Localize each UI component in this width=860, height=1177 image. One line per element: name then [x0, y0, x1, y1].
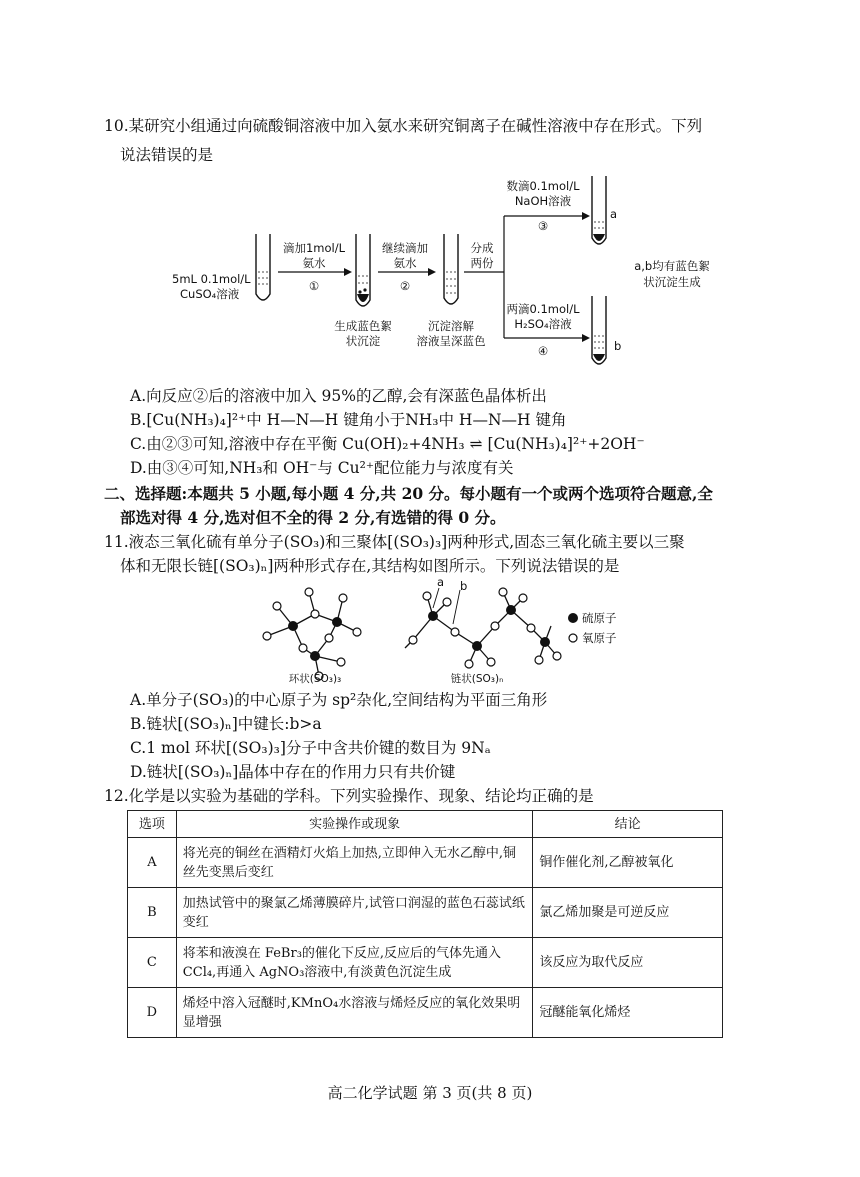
q10-option-a: A.向反应②后的溶液中加入 95%的乙醇,会有深蓝色晶体析出	[130, 387, 547, 405]
q11-option-a: A.单分子(SO₃)的中心原子为 sp²杂化,空间结构为平面三角形	[130, 691, 548, 709]
section2-heading-line1: 二、选择题:本题共 5 小题,每小题 4 分,共 20 分。每小题有一个或两个选项符合题意,全	[104, 484, 713, 503]
row-a-option: A	[128, 838, 177, 888]
q10-option-b: B.[Cu(NH₃)₄]²⁺中 H—N—H 键角小于NH₃中 H—N—H 键角	[130, 411, 567, 429]
arrow1-number: ①	[308, 279, 320, 293]
legend-sulfur-label: 硫原子	[582, 611, 617, 625]
branch-b-label-1: 两滴0.1mol/L	[506, 302, 580, 316]
result-label-1: a,b均有蓝色絮	[634, 259, 710, 273]
q11-option-d: D.链状[(SO₃)ₙ]晶体中存在的作用力只有共价键	[130, 763, 456, 781]
tube3-caption-2: 溶液呈深蓝色	[416, 334, 486, 348]
header-conclusion: 结论	[533, 811, 723, 838]
row-a-operation: 将光亮的铜丝在酒精灯火焰上加热,立即伸入无水乙醇中,铜丝先变黑后变红	[176, 838, 533, 888]
row-d-conclusion: 冠醚能氧化烯烃	[533, 988, 723, 1038]
q12-experiment-table	[127, 810, 723, 1038]
q11-so3-structure-figure	[255, 576, 625, 686]
legend-oxygen-marker	[569, 634, 577, 642]
row-d-operation: 烯烃中溶入冠醚时,KMnO₄水溶液与烯烃反应的氧化效果明显增强	[176, 988, 533, 1038]
legend-sulfur-marker	[568, 613, 578, 623]
q11-option-b: B.链状[(SO₃)ₙ]中键长:b>a	[130, 715, 322, 733]
test-tube-1	[256, 234, 270, 300]
q11-option-c: C.1 mol 环状[(SO₃)₃]分子中含共价键的数目为 9Nₐ	[130, 739, 491, 757]
split-label-2: 两份	[470, 256, 494, 270]
bond-label-a: a	[437, 576, 445, 589]
branch-b-number: ④	[537, 344, 549, 358]
q10-stem-line1: 10.某研究小组通过向硫酸铜溶液中加入氨水来研究铜离子在碱性溶液中存在形式。下列	[104, 117, 703, 135]
tube-b-label: b	[614, 339, 622, 353]
header-option: 选项	[128, 811, 177, 838]
legend-oxygen-label: 氧原子	[582, 631, 617, 645]
q10-stem-line2: 说法错误的是	[120, 146, 214, 164]
branch-a-number: ③	[537, 219, 549, 233]
q10-option-d: D.由③④可知,NH₃和 OH⁻与 Cu²⁺配位能力与浓度有关	[130, 459, 514, 477]
test-tube-b	[592, 296, 606, 364]
row-a-conclusion: 铜作催化剂,乙醇被氧化	[533, 838, 723, 888]
row-d-option: D	[128, 988, 177, 1038]
table-row	[128, 838, 723, 888]
chain-caption: 链状(SO₃)ₙ	[450, 673, 504, 685]
table-row	[128, 938, 723, 988]
test-tube-2	[356, 234, 370, 306]
q11-stem-line2: 体和无限长链[(SO₃)ₙ]两种形式存在,其结构如图所示。下列说法错误的是	[120, 557, 620, 575]
branch-a-label-2: NaOH溶液	[514, 194, 572, 208]
result-label-2: 状沉淀生成	[643, 275, 701, 289]
split-label-1: 分成	[470, 241, 494, 255]
tube3-caption-1: 沉淀溶解	[428, 319, 474, 333]
q10-experiment-diagram	[160, 172, 720, 382]
q12-stem: 12.化学是以实验为基础的学科。下列实验操作、现象、结论均正确的是	[104, 787, 594, 805]
tube2-caption-2: 状沉淀	[345, 334, 381, 348]
arrow2-number: ②	[399, 279, 411, 293]
table-header-row	[128, 811, 723, 838]
row-c-conclusion: 该反应为取代反应	[533, 938, 723, 988]
arrow1-label-2: 氨水	[302, 256, 326, 270]
tube2-caption-1: 生成蓝色絮	[334, 319, 392, 333]
start-label-2: CuSO₄溶液	[180, 287, 240, 301]
row-c-option: C	[128, 938, 177, 988]
table-row	[128, 988, 723, 1038]
header-operation: 实验操作或现象	[176, 811, 533, 838]
ring-caption: 环状(SO₃)₃	[288, 673, 342, 685]
start-label-1: 5mL 0.1mol/L	[172, 272, 251, 286]
row-b-conclusion: 氯乙烯加聚是可逆反应	[533, 888, 723, 938]
q11-stem-line1: 11.液态三氧化硫有单分子(SO₃)和三聚体[(SO₃)₃]两种形式,固态三氧化硫主要以三聚	[104, 533, 685, 551]
arrow2-label-1: 继续滴加	[382, 241, 428, 255]
table-row	[128, 888, 723, 938]
tube-a-label: a	[610, 207, 618, 221]
arrow1-label-1: 滴加1mol/L	[282, 241, 346, 255]
q10-option-c: C.由②③可知,溶液中存在平衡 Cu(OH)₂+4NH₃ ⇌ [Cu(NH₃)₄]²⁺+2OH⁻	[130, 435, 645, 453]
bond-label-b: b	[460, 579, 468, 593]
branch-b-label-2: H₂SO₄溶液	[514, 317, 572, 331]
row-b-option: B	[128, 888, 177, 938]
section2-heading-line2: 部选对得 4 分,选对但不全的得 2 分,有选错的得 0 分。	[120, 508, 506, 527]
page-footer: 高二化学试题 第 3 页(共 8 页)	[327, 1084, 533, 1102]
test-tube-3	[444, 234, 458, 304]
test-tube-a	[592, 176, 606, 244]
arrow2-label-2: 氨水	[393, 256, 417, 270]
row-c-operation: 将苯和液溴在 FeBr₃的催化下反应,反应后的气体先通入 CCl₄,再通入 AgNO₃溶液中,有淡黄色沉淀生成	[176, 938, 533, 988]
branch-a-label-1: 数滴0.1mol/L	[506, 179, 580, 193]
row-b-operation: 加热试管中的聚氯乙烯薄膜碎片,试管口润湿的蓝色石蕊试纸变红	[176, 888, 533, 938]
